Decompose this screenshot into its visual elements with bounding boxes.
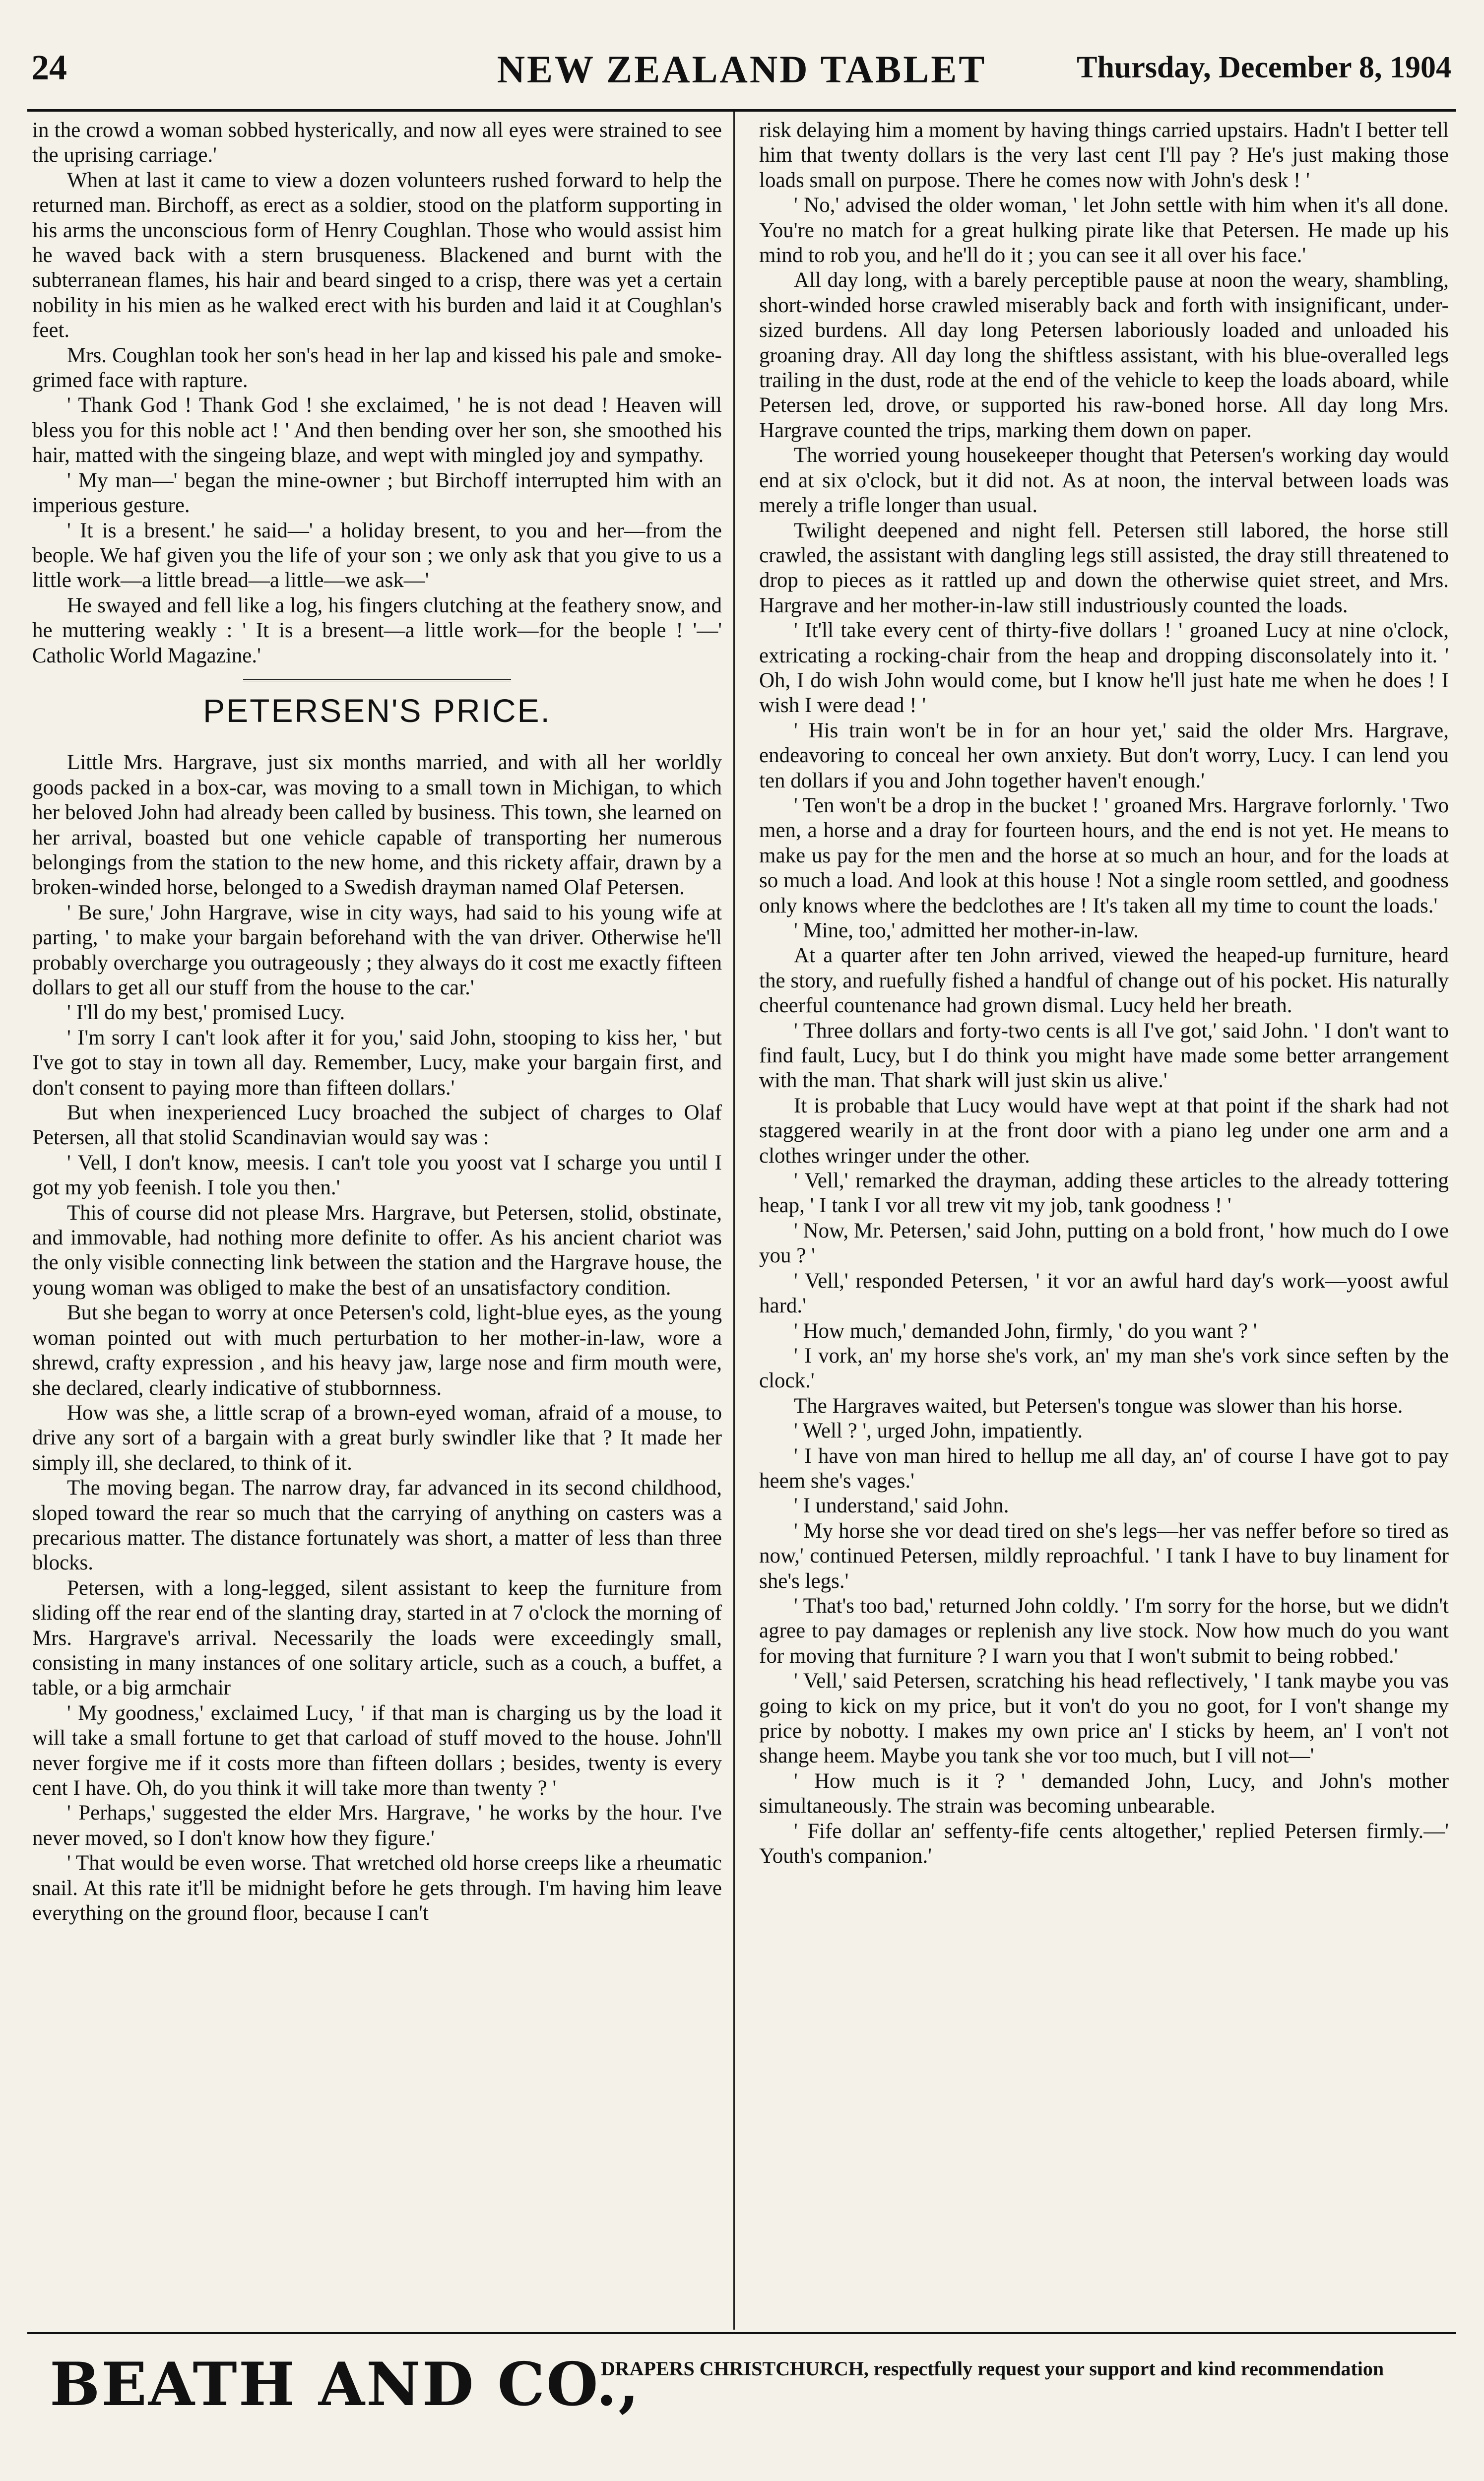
paragraph: When at last it came to view a dozen volunteers rushed forward to help the returned man. Birchoff, as erect as a soldier, stood on the platform supporting in his arms the unconscious form of Henry Coughlan. Those who would assist him he waved back with a stern brusqueness. Blackened and burnt with the subterranean flames, his hair and beard singed to a crisp, there was yet a certain nobility in his mien as he walked erect with his burden and laid it at Coughlan's feet.	[32, 168, 722, 342]
paragraph: ' I have von man hired to hellup me all day, an' of course I have got to pay heem she's vages.'	[759, 1444, 1449, 1493]
advert-firm-name: BEATH AND CO.,	[50, 2350, 641, 2419]
paragraph: All day long, with a barely perceptible pause at noon the weary, shambling, short-winded horse crawled miserably back and forth with insignificant, under-sized burdens. All day long Petersen laboriously loaded and unloaded his groaning dray. All day long the shiftless assistant, with his blue-overalled legs trailing in the dust, rode at the end of the vehicle to keep the loads aboard, while Petersen led, drove, or supported his raw-boned horse. All day long Mrs. Hargrave counted the trips, marking them down on paper.	[759, 268, 1449, 442]
advert-blurb: DRAPERS CHRISTCHURCH, respectfully request your support and kind recommendation	[600, 2357, 1384, 2380]
article-divider	[243, 679, 511, 683]
paragraph: Little Mrs. Hargrave, just six months married, and with all her worldly goods packed in a box-car, was moving to a small town in Michigan, to which her beloved John had already been called by business. This town, she learned on her arrival, boasted but one vehicle capable of transporting her numerous belongings from the station to the new home, and this rickety affair, drawn by a broken-winded horse, belonged to a Swedish drayman named Olaf Petersen.	[32, 751, 722, 900]
left-column	[32, 118, 722, 2321]
paragraph: Petersen, with a long-legged, silent assistant to keep the furniture from sliding off the rear end of the slanting dray, started in at 7 o'clock the morning of Mrs. Hargrave's arrival. Necessarily the loads were exceedingly small, consisting in many instances of one solitary article, such as a couch, a buffet, a table, or a big armchair	[32, 1576, 722, 1700]
paragraph: ' Vell, I don't know, meesis. I can't tole you yoost vat I scharge you until I got my yob feenish. I tole you then.'	[32, 1151, 722, 1200]
paragraph: It is probable that Lucy would have wept at that point if the shark had not staggered wearily in at the front door with a piano leg under one arm and a clothes wringer under the other.	[759, 1094, 1449, 1168]
paragraph: ' I understand,' said John.	[794, 1494, 1009, 1518]
paragraph: ' His train won't be in for an hour yet,' said the older Mrs. Hargrave, endeavoring to conceal her own anxiety. But don't worry, Lucy. I can lend you ten dollars if you and John together haven't enough.'	[759, 718, 1449, 792]
page-number: 24	[31, 48, 67, 87]
previous-article-ending	[32, 118, 722, 668]
paragraph: The Hargraves waited, but Petersen's tongue was slower than his horse.	[794, 1394, 1403, 1418]
paragraph: ' How much is it ? ' demanded John, Lucy, and John's mother simultaneously. The strain was becoming unbearable.	[759, 1769, 1449, 1818]
paragraph: ' Vell,' responded Petersen, ' it vor an awful hard day's work—yoost awful hard.'	[759, 1269, 1449, 1318]
paragraph: ' Vell,' remarked the drayman, adding these articles to the already tottering heap, ' I tank I vor all trew vit my job, tank goodness ! '	[759, 1169, 1449, 1218]
paragraph: The moving began. The narrow dray, far advanced in its second childhood, sloped toward the rear so much that the carrying of anything on casters was a precarious matter. The distance fortunately was short, a matter of less than three blocks.	[32, 1476, 722, 1575]
paragraph: in the crowd a woman sobbed hysterically, and now all eyes were strained to see the uprising carriage.'	[32, 119, 722, 167]
paragraph: risk delaying him a moment by having things carried upstairs. Hadn't I better tell him that twenty dollars is the very last cent I'll pay ? He's just making those loads small on purpose. There he comes now with John's desk ! '	[759, 119, 1449, 192]
paragraph: But when inexperienced Lucy broached the subject of charges to Olaf Petersen, all that stolid Scandinavian would say was :	[32, 1101, 722, 1150]
paragraph: ' Be sure,' John Hargrave, wise in city ways, had said to his young wife at parting, ' to make your bargain beforehand with the van driver. Otherwise he'll probably overcharge you outrageously ; they always do it cost me exactly fifteen dollars to get all our stuff from the house to the car.'	[32, 901, 722, 999]
paragraph: ' No,' advised the older woman, ' let John settle with him when it's all done. You're no match for a great hulking pirate like that Petersen. He made up his mind to rob you, and he'll do it ; you can see it all over his face.'	[759, 194, 1449, 267]
paragraph: ' That would be even worse. That wretched old horse creeps like a rheumatic snail. At this rate it'll be midnight before he gets through. I'm having him leave everything on the ground floor, because I can't	[32, 1851, 722, 1925]
paragraph: ' Ten won't be a drop in the bucket ! ' groaned Mrs. Hargrave forlornly. ' Two men, a horse and a dray for fourteen hours, and the end is not yet. He means to make us pay for the men and the horse at so much an hour, and for the loads at so much a load. And look at this house ! Not a single room settled, and goodness only knows where the bedclothes are ! It's taken all my time to count the loads.'	[759, 793, 1449, 917]
paragraph: This of course did not please Mrs. Hargrave, but Petersen, stolid, obstinate, and immovable, had nothing more definite to offer. As his ancient chariot was the only visible connecting link between the station and the Hargrave house, the young woman was obliged to make the best of an unsatisfactory condition.	[32, 1201, 722, 1300]
paragraph: ' It is a bresent.' he said—' a holiday bresent, to you and her—from the beople. We haf given you the life of your son ; we only ask that you give to us a little work—a little bread—a little—we ask—'	[32, 519, 722, 592]
paragraph: He swayed and fell like a log, his fingers clutching at the feathery snow, and he muttering weakly : ' It is a bresent—a little work—for the beople ! '—' Catholic World Magazine.'	[32, 593, 722, 667]
advertisement	[50, 2350, 1439, 2439]
column-rule	[733, 112, 735, 2330]
advert-rule	[27, 2332, 1456, 2334]
article-title: PETERSEN'S PRICE.	[203, 692, 551, 729]
paragraph: ' My horse she vor dead tired on she's legs—her vas neffer before so tired as now,' continued Petersen, mildly reproachful. ' I tank I have to buy linament for she's legs.'	[759, 1519, 1449, 1593]
paragraph: The worried young housekeeper thought that Petersen's working day would end at six o'clock, but it did not. As at noon, the interval between loads was merely a trifle longer than usual.	[759, 444, 1449, 518]
paragraph: ' I'm sorry I can't look after it for you,' said John, stooping to kiss her, ' but I've got to stay in town all day. Remember, Lucy, make your bargain first, and don't consent to paying more than fifteen dollars.'	[32, 1026, 722, 1100]
paragraph: ' Fife dollar an' seffenty-fife cents altogether,' replied Petersen firmly.—' Youth's companion.'	[759, 1819, 1449, 1868]
newspaper-title: NEW ZEALAND TABLET	[497, 48, 987, 91]
paragraph: ' My goodness,' exclaimed Lucy, ' if that man is charging us by the load it will take a small fortune to get that carload of stuff moved to the house. John'll never forgive me if it costs more than fifteen dollars ; besides, twenty is every cent I have. Oh, do you think it will take more than twenty ? '	[32, 1701, 722, 1800]
paragraph: Mrs. Coughlan took her son's head in her lap and kissed his pale and smoke-grimed face with rapture.	[32, 343, 722, 392]
paragraph: How was she, a little scrap of a brown-eyed woman, afraid of a mouse, to drive any sort of a bargain with a great burly swindler like that ? It made her simply ill, she declared, to think of it.	[32, 1401, 722, 1475]
paragraph: ' Perhaps,' suggested the elder Mrs. Hargrave, ' he works by the hour. I've never moved, so I don't know how they figure.'	[32, 1801, 722, 1850]
paragraph: ' My man—' began the mine-owner ; but Birchoff interrupted him with an imperious gesture.	[32, 468, 722, 518]
paragraph: ' Vell,' said Petersen, scratching his head reflectively, ' I tank maybe you vas going to kick on my price, but it von't do you no goot, for I von't shange my price by nobotty. I makes my own price an' I sticks by heem, an' I von't not shange heem. Maybe you tank she vor too much, but I vill not—'	[759, 1669, 1449, 1768]
paragraph: At a quarter after ten John arrived, viewed the heaped-up furniture, heard the story, and ruefully fished a handful of change out of his pocket. His naturally cheerful countenance had grown dismal. Lucy held her breath.	[759, 944, 1449, 1018]
issue-date: Thursday, December 8, 1904	[1077, 51, 1451, 84]
paragraph: ' I'll do my best,' promised Lucy.	[67, 1001, 345, 1025]
paragraph: But she began to worry at once Petersen's cold, light-blue eyes, as the young woman pointed out with much perturbation to her mother-in-law, wore a shrewd, crafty expression , and his heavy jaw, large nose and firm mouth were, she declared, clearly indicative of stubbornness.	[32, 1301, 722, 1400]
right-column	[759, 118, 1449, 2321]
paragraph: Twilight deepened and night fell. Petersen still labored, the horse still crawled, the assistant with dangling legs still assisted, the dray still threatened to drop to pieces as it rattled up and down the otherwise quiet street, and Mrs. Hargrave and her mother-in-law still industriously counted the loads.	[759, 519, 1449, 617]
paragraph: ' It'll take every cent of thirty-five dollars ! ' groaned Lucy at nine o'clock, extricating a rocking-chair from the heap and dropping disconsolately into it. ' Oh, I do wish John would come, but I know he'll just hate me when he does ! I wish I were dead ! '	[759, 619, 1449, 718]
paragraph: ' Three dollars and forty-two cents is all I've got,' said John. ' I don't want to find fault, Lucy, but I do think you might have made some better arrangement with the man. That shark will just skin us alive.'	[759, 1019, 1449, 1093]
article-body	[32, 750, 722, 1926]
paragraph: ' I vork, an' my horse she's vork, an' my man she's vork since seften by the clock.'	[759, 1344, 1449, 1393]
paragraph: ' Thank God ! Thank God ! she exclaimed, ' he is not dead ! Heaven will bless you for this noble act ! ' And then bending over her son, she smoothed his hair, matted with the singeing blaze, and wept with mingled joy and sympathy.	[32, 393, 722, 467]
paragraph: ' How much,' demanded John, firmly, ' do you want ? '	[794, 1319, 1257, 1343]
paragraph: ' Mine, too,' admitted her mother-in-law.	[794, 919, 1139, 942]
paragraph: ' Now, Mr. Petersen,' said John, putting on a bold front, ' how much do I owe you ? '	[759, 1219, 1449, 1268]
masthead	[27, 47, 1456, 112]
paragraph: ' That's too bad,' returned John coldly. ' I'm sorry for the horse, but we didn't agree to pay damages or replenish any live stock. Now how much do you want for moving that furniture ? I warn you that I won't submit to being robbed.'	[759, 1594, 1449, 1668]
paragraph: ' Well ? ', urged John, impatiently.	[794, 1419, 1083, 1443]
